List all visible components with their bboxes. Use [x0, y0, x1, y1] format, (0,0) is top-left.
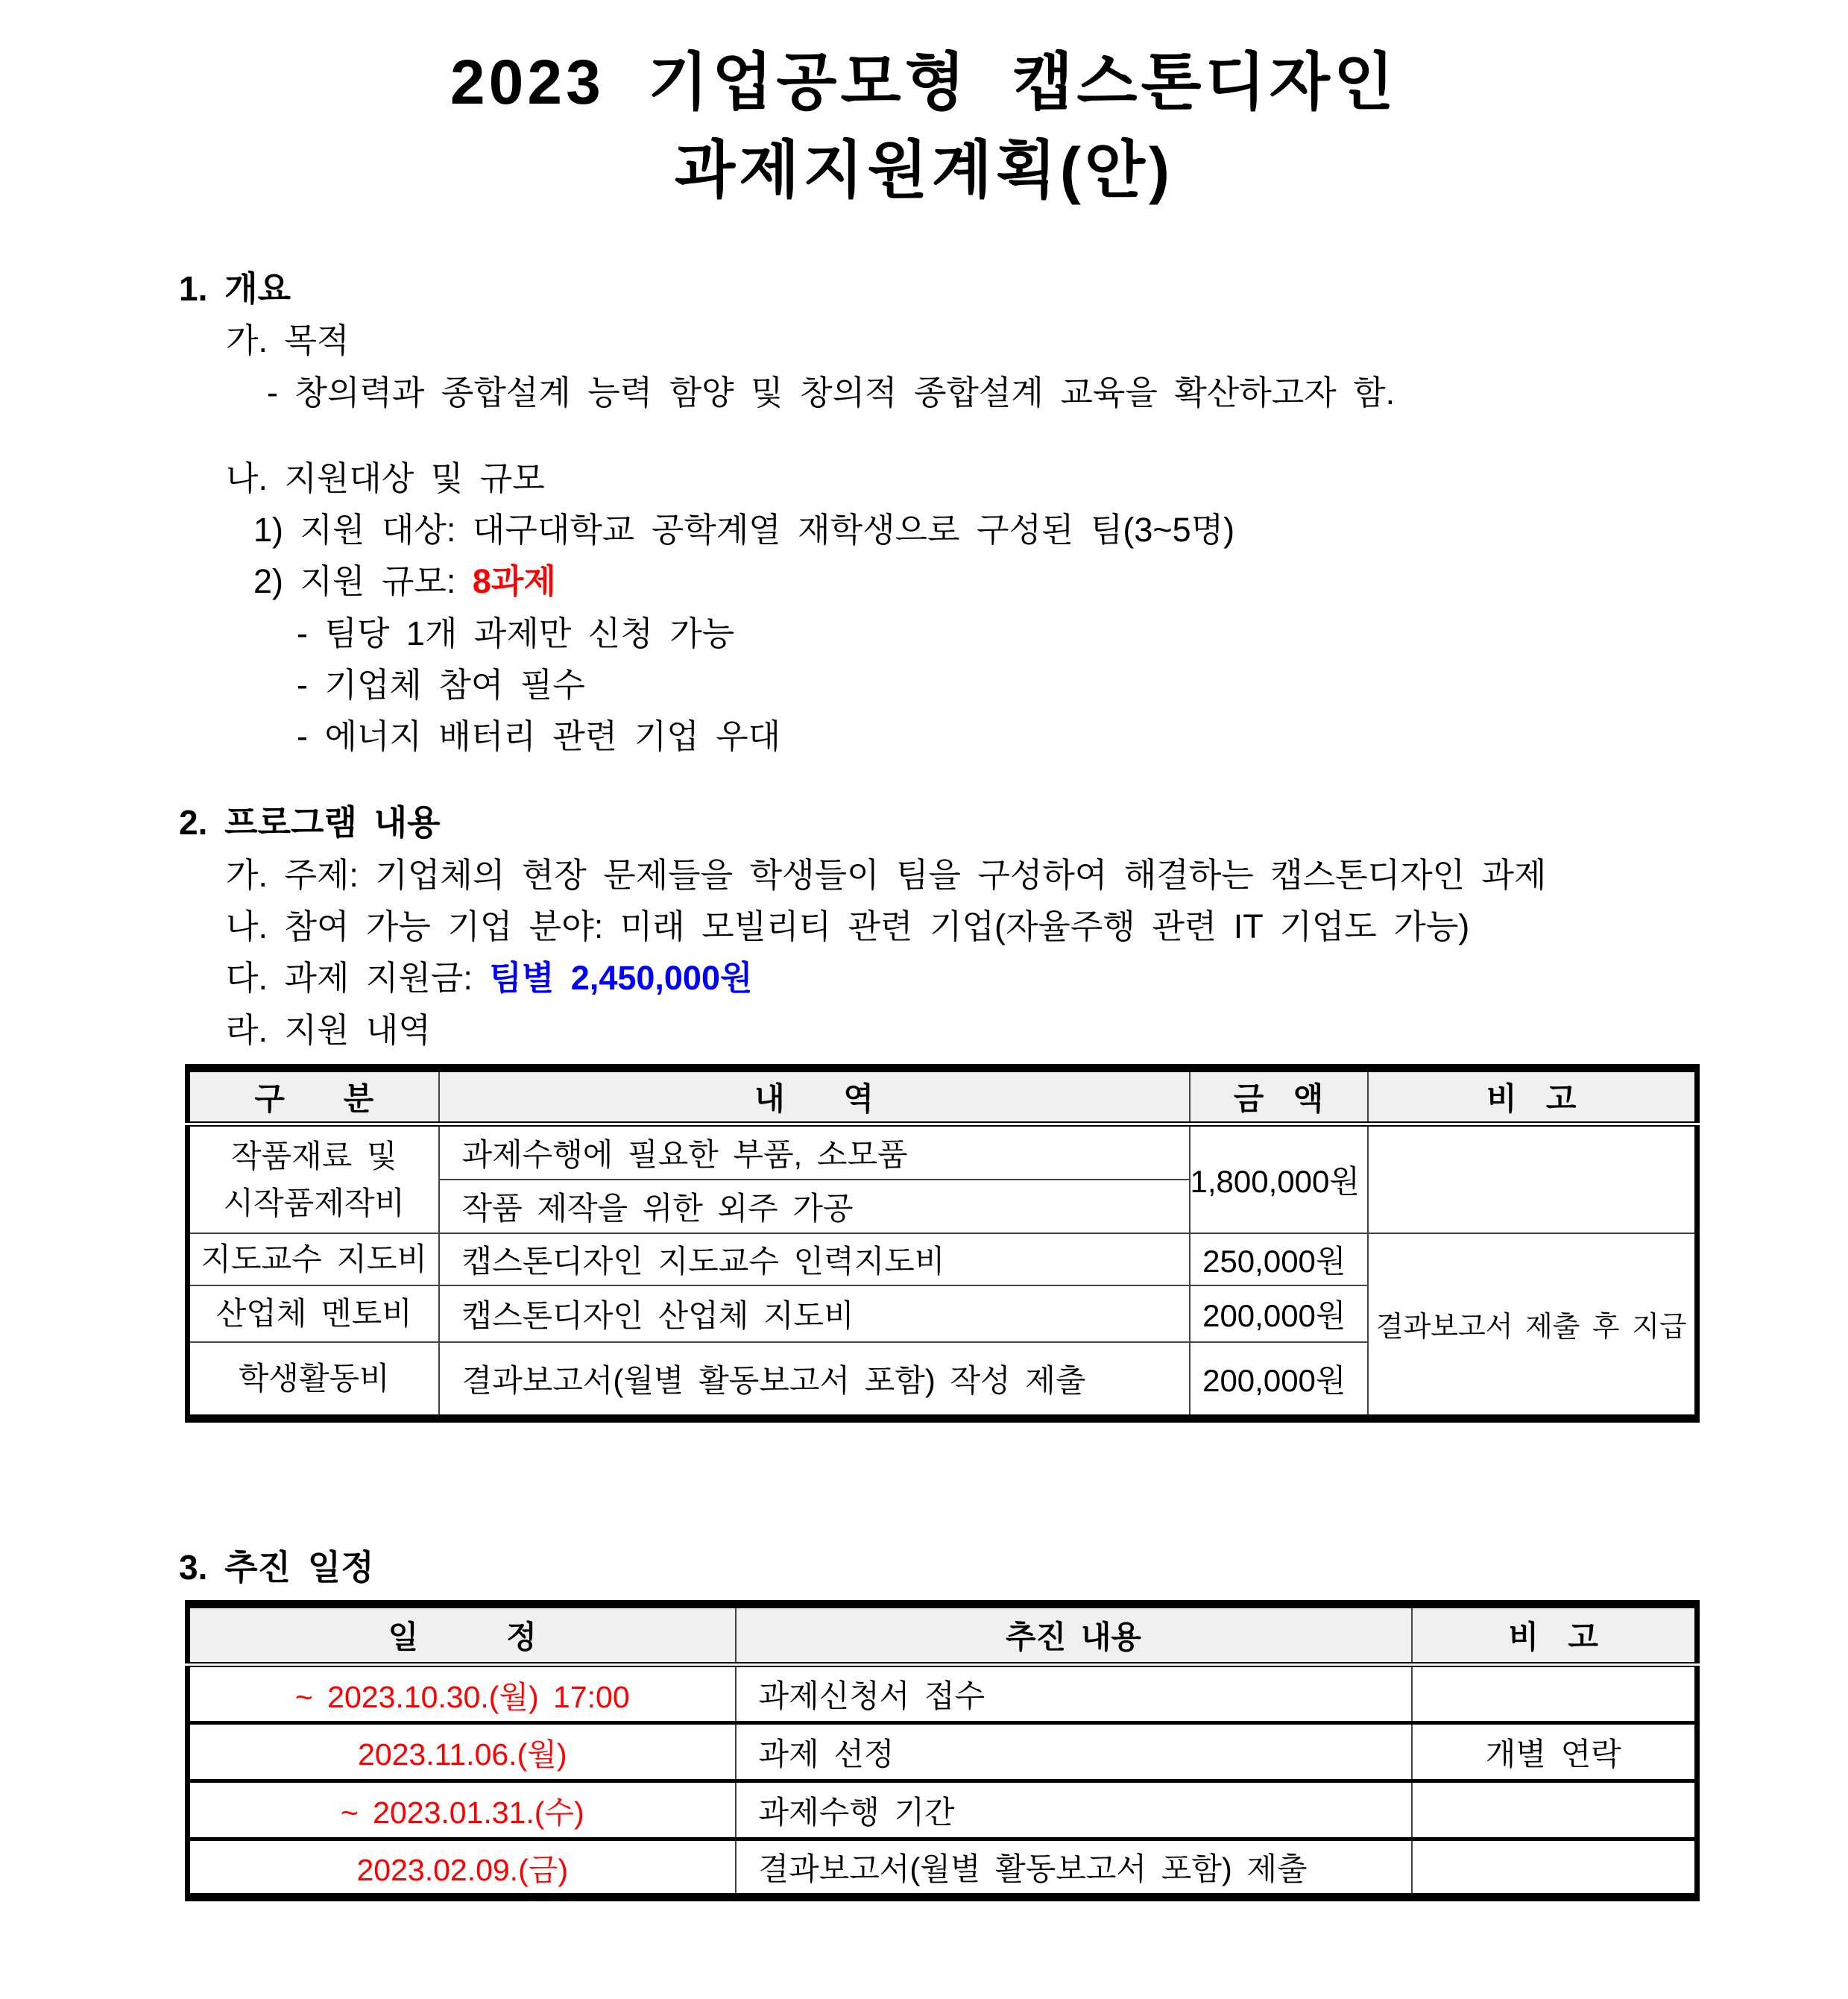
program-grant: [226, 959, 1848, 998]
section-overview-heading: 1. 개요: [179, 269, 291, 309]
overview-bullet-3: - 에너지 배터리 관련 기업 우대: [297, 717, 781, 756]
schedule-header-date: 일 정: [188, 1605, 736, 1665]
program-grant-prefix: 다. 과제 지원금:: [226, 959, 490, 998]
overview-target-item-2: [253, 564, 1848, 599]
table-row: [188, 1839, 1697, 1898]
table-row: [188, 1723, 1697, 1781]
table-row: [188, 1781, 1697, 1839]
target-item-2-prefix: 2) 지원 규모:: [253, 562, 473, 601]
support-table-header-row: [188, 1068, 1697, 1124]
support-header-detail: 내 역: [439, 1068, 1190, 1124]
support-row-industry-category: 산업체 멘토비: [188, 1285, 439, 1342]
support-header-note: 비 고: [1368, 1068, 1697, 1124]
support-row-professor-amount: 250,000원: [1190, 1233, 1368, 1285]
support-header-amount: 금 액: [1190, 1068, 1368, 1124]
overview-purpose-text: - 창의력과 종합설계 능력 함양 및 창의적 종합설계 교육을 확산하고자 함.: [267, 373, 1396, 412]
support-row-professor-detail: 캡스톤디자인 지도교수 인력지도비: [439, 1233, 1190, 1285]
overview-bullet-2: - 기업체 참여 필수: [297, 665, 585, 704]
support-row-industry-amount: 200,000원: [1190, 1285, 1368, 1342]
overview-target-heading: 나. 지원대상 및 규모: [226, 459, 545, 497]
section-program-heading: 2. 프로그램 내용: [179, 803, 441, 843]
support-row-material-detail-outsourcing: 작품 제작을 위한 외주 가공: [439, 1180, 1190, 1233]
schedule-row-3-content: 과제수행 기간: [736, 1781, 1412, 1839]
target-item-2-highlight: 8과제: [472, 562, 556, 601]
schedule-row-1-content: 과제신청서 접수: [736, 1665, 1412, 1723]
support-row-material-amount: 1,800,000원: [1190, 1124, 1368, 1233]
program-grant-highlight: 팀별 2,450,000원: [489, 959, 753, 998]
schedule-row-4-content: 결과보고서(월별 활동보고서 포함) 제출: [736, 1839, 1412, 1898]
schedule-row-3-note: [1412, 1781, 1697, 1839]
overview-purpose-label: 가. 목적: [226, 321, 350, 360]
support-merged-note: 결과보고서 제출 후 지급: [1368, 1233, 1697, 1419]
table-row: [188, 1124, 1697, 1180]
support-row-material-category: 작품재료 및 시작품제작비: [188, 1124, 439, 1233]
support-row-industry-detail: 캡스톤디자인 산업체 지도비: [439, 1285, 1190, 1342]
support-row-student-detail: 결과보고서(월별 활동보고서 포함) 작성 제출: [439, 1342, 1190, 1419]
schedule-row-2-date: 2023.11.06.(월): [188, 1723, 736, 1781]
support-row-student-category: 학생활동비: [188, 1342, 439, 1419]
schedule-row-1-note: [1412, 1665, 1697, 1723]
support-row-student-amount: 200,000원: [1190, 1342, 1368, 1419]
title-line-1: 2023 기업공모형 캡스톤디자인: [450, 47, 1398, 117]
overview-target-item-1: 1) 지원 대상: 대구대학교 공학계열 재학생으로 구성된 팀(3~5명): [253, 511, 1235, 550]
schedule-table-header-row: [188, 1605, 1697, 1665]
support-row-professor-category: 지도교수 지도비: [188, 1233, 439, 1285]
support-row-material-detail-parts: 과제수행에 필요한 부품, 소모품: [439, 1124, 1190, 1180]
title-line-2: 과제지원계획(안): [675, 134, 1173, 205]
schedule-header-note: 비 고: [1412, 1605, 1697, 1665]
support-header-category: 구 분: [188, 1068, 439, 1124]
schedule-row-4-date: 2023.02.09.(금): [188, 1839, 736, 1898]
schedule-row-4-note: [1412, 1839, 1697, 1898]
schedule-row-3-date: ~ 2023.01.31.(수): [188, 1781, 736, 1839]
section-schedule-heading: 3. 추진 일정: [179, 1547, 374, 1587]
schedule-header-content: 추진 내용: [736, 1605, 1412, 1665]
schedule-row-1-date: ~ 2023.10.30.(월) 17:00: [188, 1665, 736, 1723]
program-topic: 가. 주제: 기업체의 현장 문제들을 학생들이 팀을 구성하여 해결하는 캡스톤디자인 과제: [226, 855, 1547, 894]
support-table: [185, 1064, 1700, 1423]
document-title: [0, 0, 1848, 214]
support-row-material-note: [1368, 1124, 1697, 1233]
table-row: [188, 1665, 1697, 1723]
schedule-table: [185, 1600, 1700, 1901]
program-field: 나. 참여 가능 기업 분야: 미래 모빌리티 관련 기업(자율주행 관련 IT 기업도 가능): [226, 907, 1470, 946]
table-row: [188, 1233, 1697, 1285]
schedule-row-2-content: 과제 선정: [736, 1723, 1412, 1781]
schedule-row-2-note: 개별 연락: [1412, 1723, 1697, 1781]
overview-bullet-1: - 팀당 1개 과제만 신청 가능: [297, 614, 735, 652]
program-detail-label: 라. 지원 내역: [226, 1010, 431, 1049]
